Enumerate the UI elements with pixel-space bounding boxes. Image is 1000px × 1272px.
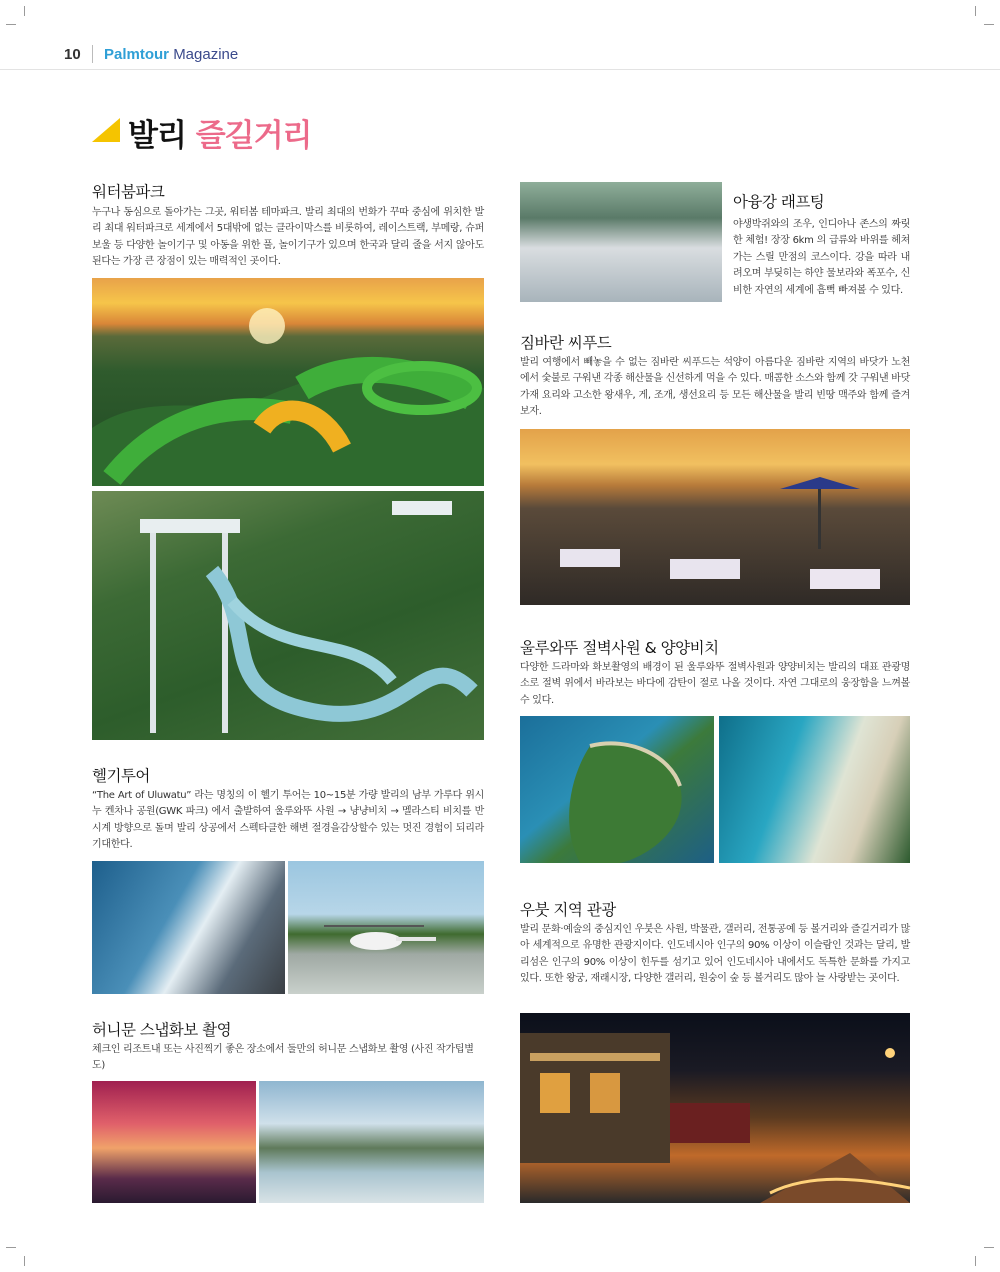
jimbaran-body: 발리 여행에서 빼놓을 수 없는 짐바란 씨푸드는 석양이 아름다운 짐바란 지역의 바닷가 노천에서 숯불로 구워낸 각종 해산물을 신선하게 먹을 수 있다. 매콤한 소스와 함께 갓 구워낸 바닷가재 요리와 고소한 왕새우, 게, 조개, 생선요리 등 모든 해산물을 발리 빈땅 맥주와 함께 즐겨보자. — [520, 357, 910, 418]
honeymoon-pool-photo — [259, 1081, 484, 1203]
helicopter-icon — [288, 861, 484, 994]
rafting-photo — [520, 182, 722, 302]
crop-mark — [6, 1247, 16, 1248]
honeymoon-sunset-photo — [92, 1081, 256, 1203]
rafting-body: 야생박쥐와의 조우, 인디아나 존스의 짜릿한 체험! 장장 6km 의 급류와 바위를 헤쳐가는 스릴 만점의 코스이다. 강을 따라 내려오며 부딪히는 하얀 물보라와 폭포수, 신비한 자연의 세계에 흠뻑 빠져볼 수 있다. — [733, 219, 910, 296]
page-title — [128, 110, 312, 155]
waterbom-heading: 워터붐파크 — [92, 183, 165, 201]
waterslide-illustration — [92, 278, 484, 486]
honeymoon-heading: 허니문 스냅화보 촬영 — [92, 1021, 232, 1039]
crop-mark — [6, 24, 16, 25]
rafting-heading: 아융강 래프팅 — [733, 193, 825, 211]
helicopter-pad-photo — [288, 861, 484, 994]
heli-heading: 헬기투어 — [92, 767, 150, 785]
cliff-illustration — [520, 716, 714, 863]
beach-dinner-illustration — [520, 429, 910, 605]
magazine-name — [104, 46, 238, 63]
magazine-word: Magazine — [173, 46, 239, 63]
crop-mark — [24, 1256, 25, 1266]
page-header — [0, 40, 1000, 70]
waterpark-photo-2 — [92, 491, 484, 740]
honeymoon-body: 체크인 리조트내 또는 사진찍기 좋은 장소에서 둘만의 허니문 스냅화보 촬영 (사진 작가팁별도) — [92, 1044, 474, 1072]
ubud-heading: 우붓 지역 관광 — [520, 901, 616, 919]
title-part1: 발리 — [128, 118, 186, 154]
crop-mark — [24, 6, 25, 16]
jimbaran-heading: 짐바란 씨푸드 — [520, 334, 612, 352]
uluwatu-cliff-photo — [520, 716, 714, 863]
jimbaran-seafood-photo — [520, 429, 910, 605]
waterbom-body: 누구나 동심으로 돌아가는 그곳, 워터봄 테마파크. 발리 최대의 번화가 꾸따 중심에 위치한 발리 최대 워터파크로 세계에서 5대밖에 없는 클라이막스를 비롯하여, 레이스트랙, 부메랑, 슈퍼보울 등 다양한 놀이기구 및 아동을 위한 풀, 놀이기구가 있으며 한국과 달리 줄을 서지 않아도 된다는 가장 큰 장점이 있는 매력적인 곳이다. — [92, 207, 484, 268]
uluwatu-body: 다양한 드라마와 화보촬영의 배경이 된 울루와뚜 절벽사원과 양양비치는 발리의 대표 관광명소로 절벽 위에서 바라보는 바다에 감탄이 절로 나올 것이다. 자연 그대로의 웅장함을 느껴볼 수 있다. — [520, 662, 910, 706]
heli-body: “The Art of Uluwatu” 라는 명칭의 이 헬기 투어는 10~15분 가량 발리의 남부 가루다 위시누 켄차나 공원(GWK 파크) 에서 출발하여 울루와뚜 사원 → 냥냥비치 → 멜라스티 비치를 반시계 방향으로 돌며 발리 상공에서 스펙타클한 해변 절경을감상할수 있는 멋진 경험이 되리라 기대한다. — [92, 790, 484, 851]
crop-mark — [984, 24, 994, 25]
title-triangle-icon — [92, 118, 120, 142]
ubud-body: 발리 문화·예술의 중심지인 우붓은 사원, 박물관, 갤러리, 전통공예 등 볼거리와 즐길거리가 많아 세계적으로 유명한 관광지이다. 인도네시아 인구의 90% 이상이 이슬람인 것과는 달리, 발리섬은 인구의 90% 이상이 힌두를 섬기고 있어 인도네시아 내에서도 독특한 문화를 가지고 있다. 또한 왕궁, 재래시장, 다양한 갤러리, 원숭이 숲 등 볼거리도 많아 늘 사랑받는 곳이다. — [520, 924, 910, 985]
yangyang-beach-photo — [719, 716, 910, 863]
page-number: 10 — [64, 46, 81, 63]
waterpark-photo-1 — [92, 278, 484, 486]
night-street-illustration — [520, 1013, 910, 1203]
crop-mark — [975, 6, 976, 16]
crop-mark — [975, 1256, 976, 1266]
helicopter-view-photo — [92, 861, 285, 994]
ubud-street-photo — [520, 1013, 910, 1203]
slide-tower-illustration — [92, 491, 484, 740]
uluwatu-heading: 울루와뚜 절벽사원 & 양양비치 — [520, 639, 719, 657]
crop-mark — [984, 1247, 994, 1248]
header-divider — [92, 45, 93, 63]
title-part2: 즐길거리 — [195, 118, 312, 154]
brand-name: Palmtour — [104, 46, 170, 63]
